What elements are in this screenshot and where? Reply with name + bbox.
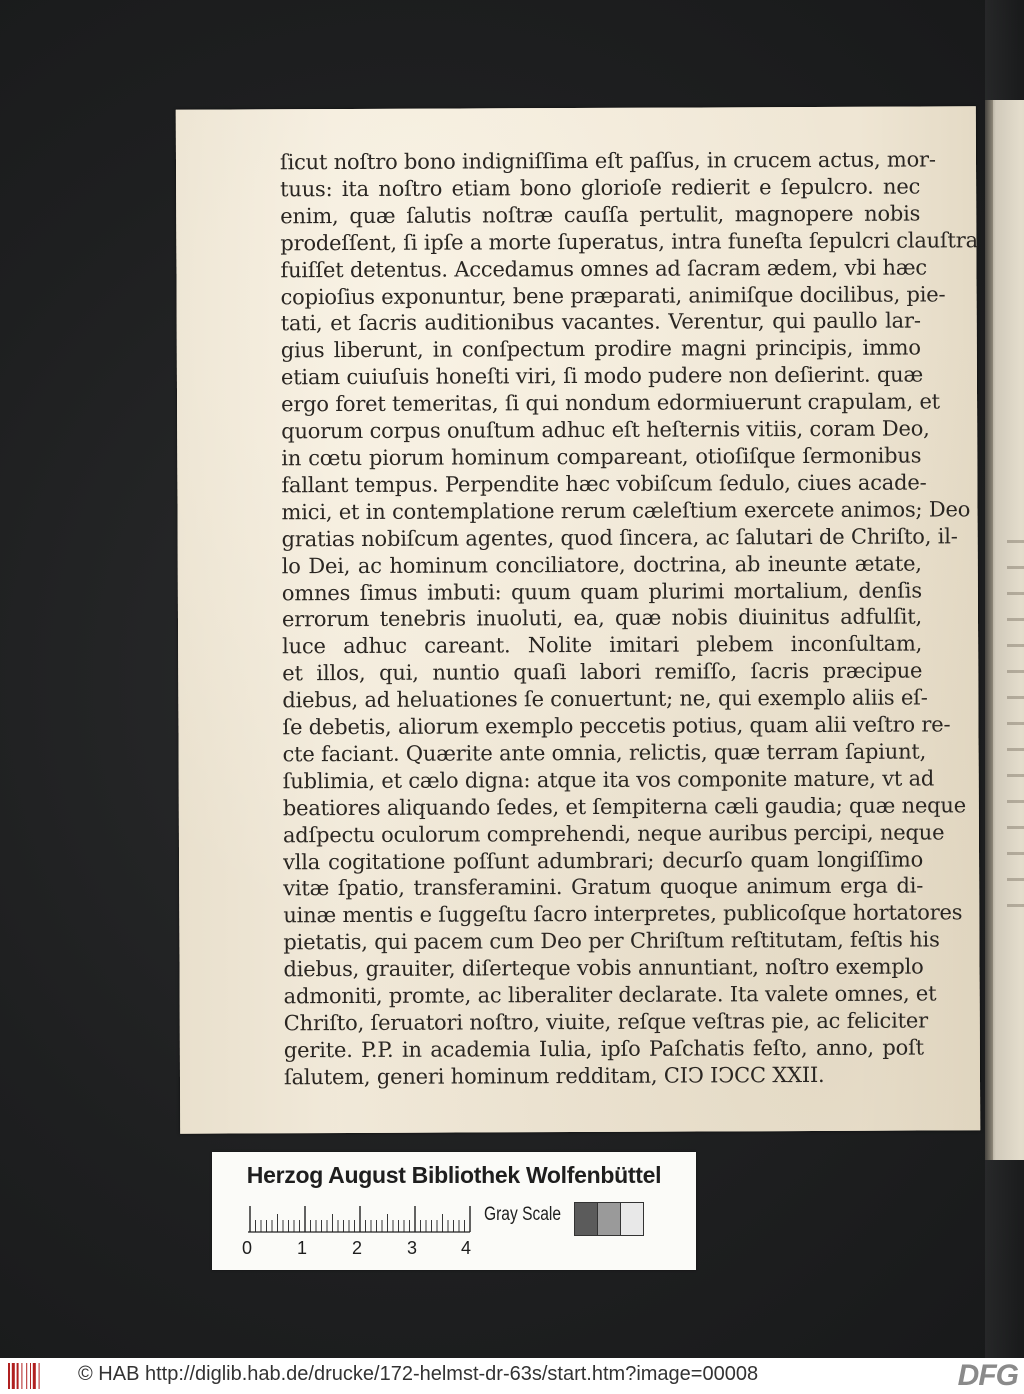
gray-scale-patches: [574, 1202, 644, 1236]
barcode-bar: [21, 1363, 22, 1389]
text-line: tuus: ita noſtro etiam bono glorioſe redierit e ſepulcro. nec: [280, 174, 921, 202]
text-line: enim, quæ ſalutis noſtræ cauſſa pertulit, magnopere nobis: [280, 201, 921, 229]
text-line: beatiores aliquando ſedes, et ſempiterna cæli gaudia; quæ neque: [282, 793, 967, 821]
text-line: pietatis, qui pacem cum Deo per Chriſtum reſtitutam, feſtis his: [283, 927, 940, 955]
text-line: ſe debetis, aliorum exemplo peccetis potius, quam alii veſtro re-: [282, 712, 951, 740]
barcode-bar: [30, 1363, 31, 1389]
text-line: copioſius exponuntur, bene præparati, animiſque docilibus, pie-: [280, 281, 946, 309]
text-line: etiam cuiuſuis honeſti viri, ſi modo pudere non deſierint. quæ: [280, 362, 924, 390]
scale-number-0: 0: [242, 1238, 253, 1258]
barcode-bar: [33, 1363, 36, 1389]
gray-patch: [575, 1203, 598, 1235]
library-name: Herzog August Bibliothek Wolfenbüttel: [246, 1162, 662, 1188]
text-line: admoniti, promte, ac liberaliter declarate. Ita valete omnes, et: [283, 981, 937, 1009]
dfg-logo: DFG: [957, 1359, 1018, 1392]
page-text-block: [279, 147, 978, 1092]
text-line: vitæ ſpatio, transferamini. Gratum quoque animum erga di-: [283, 873, 924, 901]
copyright-link[interactable]: © HAB http://diglib.hab.de/drucke/172-helmst-dr-63s/start.htm?image=00008: [78, 1363, 759, 1385]
text-line: adſpectu oculorum comprehendi, neque auribus percipi, neque: [282, 820, 945, 847]
scale-number-3: 3: [407, 1238, 418, 1258]
text-line: gius liberunt, in conſpectum prodire magni principis, immo: [280, 335, 921, 363]
scale-number-1: 1: [297, 1238, 308, 1258]
text-line: gerite. P.P. in academia Iulia, ipſo Paſchatis feſto, anno, poſt: [283, 1035, 924, 1063]
barcode-icon: [8, 1363, 48, 1389]
barcode-bar: [26, 1363, 27, 1389]
text-line: diebus, ad heluationes ſe conuertunt; ne, qui exemplo aliis eſ-: [282, 685, 928, 713]
text-line: ſublimia, et cælo digna: atque ita vos componite mature, vt ad: [282, 766, 935, 794]
document-page: [176, 106, 980, 1133]
text-line: mici, et in contemplatione rerum cæleſtium exercete animos; Deo: [281, 497, 971, 525]
gray-patch: [621, 1203, 643, 1235]
text-line: vlla cogitatione poſſunt adumbrari; decurſo quam longiſſimo: [283, 847, 924, 874]
sheet-shading: [985, 0, 1024, 1358]
barcode-bar: [12, 1363, 15, 1389]
scale-number-2: 2: [352, 1238, 363, 1258]
text-line: et illos, qui, nuntio quaſi labori remiſſo, ſacris præcipue: [282, 658, 923, 686]
gray-patch: [598, 1203, 621, 1235]
text-line: ſicut noſtro bono indigniſſima eſt paſſus, in crucem actus, mor-: [279, 147, 936, 175]
scale-ruler: [248, 1204, 488, 1234]
text-line: luce adhuc careant. Nolite imitari plebem inconſultam,: [282, 631, 923, 659]
library-label-card: [212, 1152, 696, 1270]
text-line: omnes ſimus imbuti: quum quam plurimi mortalium, denſis: [281, 577, 922, 605]
text-line: quorum corpus onuſtum adhuc eſt heſternis vitiis, coram Deo,: [281, 416, 930, 444]
barcode-bar: [17, 1363, 19, 1389]
text-line: cte faciant. Quærite ante omnia, relictis, quæ terram ſapiunt,: [282, 739, 927, 767]
text-line: fallant tempus. Perpendite hæc vobiſcum ſedulo, ciues acade-: [281, 470, 927, 498]
text-line: prodeſſent, ſi ipſe a morte ſuperatus, intra funeſta ſepulcri clauſtra: [280, 227, 978, 256]
text-line: diebus, grauiter, diſerteque vobis annuntiant, noſtro exemplo: [283, 954, 924, 982]
barcode-bar: [39, 1363, 40, 1389]
gray-scale-label: Gray Scale: [484, 1204, 562, 1225]
scale-numbers: [242, 1238, 492, 1262]
text-line: in cœtu piorum hominum compareant, otioſiſque ſermonibus: [281, 443, 922, 471]
barcode-bar: [8, 1363, 10, 1389]
text-line: errorum tenebris inuoluti, ea, quæ nobis diuinitus adfulſit,: [281, 604, 923, 632]
text-line: lo Dei, ac hominum conciliatore, doctrina, ab ineunte ætate,: [281, 551, 922, 578]
text-line: uinæ mentis e ſuggeſtu ſacro interpretes, publicoſque hortatores: [283, 900, 963, 928]
viewer-footer: [0, 1358, 1024, 1394]
text-line: ſalutem, generi hominum redditam, CIↃ IↃCC XXII.: [283, 1062, 825, 1090]
text-line: tati, et ſacris auditionibus vacantes. Verentur, qui paullo lar-: [280, 308, 921, 336]
scale-number-4: 4: [461, 1238, 472, 1258]
text-line: gratias nobiſcum agentes, quod ſincera, ac ſalutari de Chriſto, il-: [281, 524, 958, 551]
text-line: fuiſſet detentus. Accedamus omnes ad ſacram ædem, vbi hæc: [280, 255, 927, 282]
text-line: Chriſto, ſeruatori noſtro, viuite, reſque veſtras pie, ac feliciter: [283, 1008, 928, 1036]
text-line: ergo foret temeritas, ſi qui nondum edormiuerunt crapulam, et: [281, 389, 940, 417]
